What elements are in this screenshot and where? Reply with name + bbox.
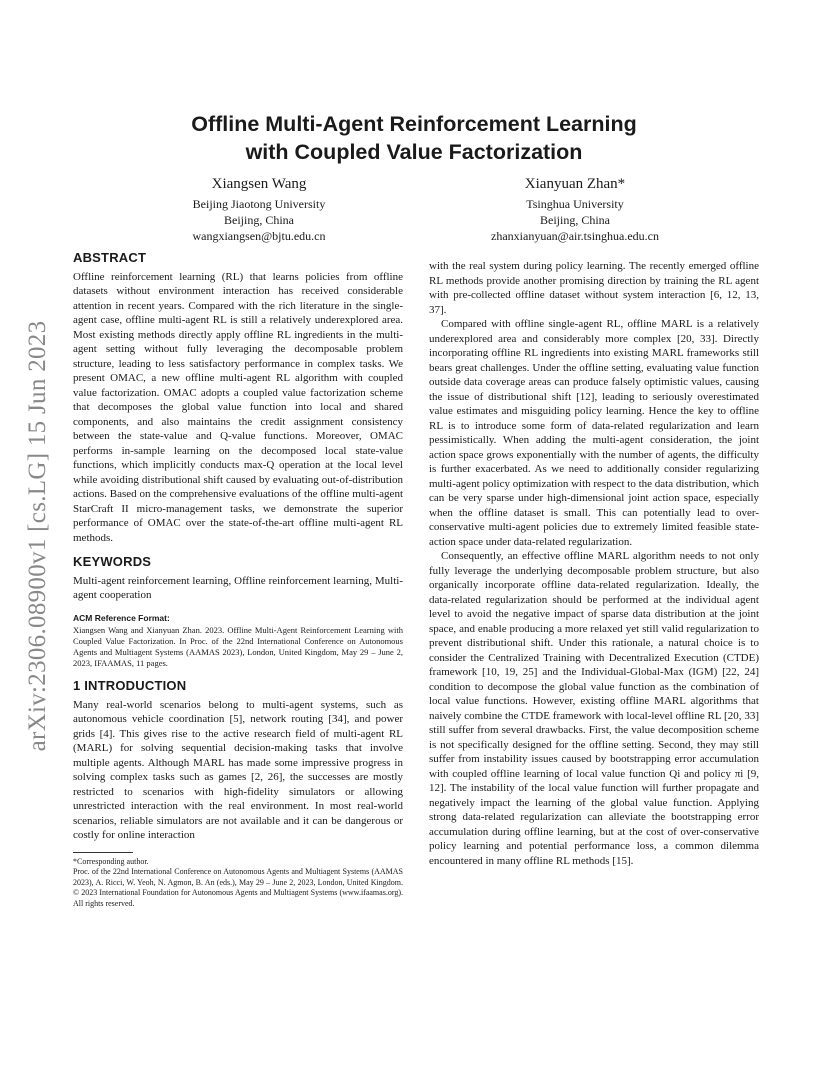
author-location: Beijing, China: [224, 213, 294, 227]
keywords-text: Multi-agent reinforcement learning, Offline reinforcement learning, Multi-agent cooperation: [73, 574, 403, 601]
author-block-2: [435, 175, 715, 244]
author-email: wangxiangsen@bjtu.edu.cn: [192, 229, 326, 243]
acm-reference-text: Xiangsen Wang and Xianyuan Zhan. 2023. Offline Multi-Agent Reinforcement Learning with Coupled Value Factorization. In Proc. of the 22nd International Conference on Autonomous Agents and Multiagent Systems (AAMAS 2023), London, United Kingdom, May 29 – June 2, 2023, IFAAMAS, 11 pages.: [73, 625, 403, 668]
paper-title: [120, 110, 708, 166]
intro-paragraph-continued: with the real system during policy learning. The recently emerged offline RL methods provide another promising direction by training the RL agent with pre-collected offline dataset without system interaction [6, 12, 13, 37].: [429, 260, 759, 316]
keywords-heading: KEYWORDS: [73, 554, 152, 569]
author-location: Beijing, China: [540, 213, 610, 227]
footnote-divider: [73, 852, 133, 853]
footnote: *Corresponding author.: [73, 856, 149, 866]
acm-reference-heading: ACM Reference Format:: [73, 612, 170, 623]
author-name: Xianyuan Zhan*: [524, 176, 626, 192]
abstract-heading: ABSTRACT: [73, 250, 147, 265]
author-block-1: [119, 175, 399, 244]
right-column: [429, 259, 759, 868]
abstract-text: Offline reinforcement learning (RL) that learns policies from offline datasets without environment interaction has received considerable attention in recent years. Compared with the rich literature in the single-agent case, offline multi-agent RL is still a relatively underexplored area. Most existing methods directly apply offline RL ingredients in the multi-agent setting without fully leveraging the decomposable problem structure, leading to less satisfactory performance in complex tasks. We present OMAC, a new offline multi-agent RL algorithm with coupled value factorization. OMAC adopts a coupled value factorization scheme that decomposes the global value function into local and shared components, and also maintains the credit assignment consistency between the state-value and Q-value functions. Moreover, OMAC performs in-sample learning on the decomposed local state-value functions, which implicitly conducts max-Q operation at the local level while avoiding distributional shift caused by evaluating out-of-distribution actions. Based on the comprehensive evaluations of the offline multi-agent StarCraft II micro-management tasks, we demonstrate the superior performance of OMAC over the state-of-the-art offline multi-agent RL methods.: [73, 270, 403, 544]
proceedings-note: Proc. of the 22nd International Conference on Autonomous Agents and Multiagent Systems (AAMAS 2023), A. Ricci, W. Yeoh, N. Agmon, B. An (eds.), May 29 – June 2, 2023, London, United Kingdom. © 2023 International Foundation for Autonomous Agents and Multiagent Systems (www.ifaamas.org). All rights reserved.: [73, 867, 403, 908]
intro-paragraph: Many real-world scenarios belong to multi-agent systems, such as autonomous vehicle coordination [5], network routing [34], and power grids [4]. This gives rise to the active research field of multi-agent RL (MARL) for solving sequential decision-making tasks that involve multiple agents. Although MARL has made some impressive progress in solving complex tasks such as games [2, 26], the successes are mostly restricted to scenarios with high-fidelity simulators or allowing unrestricted interaction with the real environment. In most real-world scenarios, reliable simulators are not available and it can be dangerous or costly for online interaction: [73, 698, 403, 841]
title-line-1: Offline Multi-Agent Reinforcement Learning: [191, 112, 637, 136]
arxiv-identifier: arXiv:2306.08900v1 [cs.LG] 15 Jun 2023: [24, 320, 51, 752]
author-affiliation: Tsinghua University: [526, 197, 624, 211]
title-line-2: with Coupled Value Factorization: [245, 140, 583, 164]
author-email: zhanxianyuan@air.tsinghua.edu.cn: [491, 229, 659, 243]
intro-paragraph: Compared with offline single-agent RL, offline MARL is a relatively underexplored area and considerably more complex [20, 33]. Directly incorporating offline RL ingredients into existing MARL frameworks still bears great challenges. Under the offline setting, evaluating value function outside data coverage areas can produce falsely optimistic values, causing the issue of distributional shift [12], leading to seriously overestimated value estimates and misguiding policy learning. Hence the key to offline RL is to introduce some form of data-related regularization and learn pessimistically. When adding the multi-agent consideration, the joint action space grows exponentially with the number of agents, the difficulty is further exacerbated. As we need to additionally consider regularizing multi-agent policy optimization with respect to the data distribution, which can be very sparse under high-dimensional joint action space, especially when the offline dataset is small. This can potentially lead to over-conservative multi-agent policies due to extremely limited feasible state-action space under data-related regularization.: [429, 318, 759, 548]
intro-paragraph: Consequently, an effective offline MARL algorithm needs to not only fully leverage the underlying decomposable problem structure, but also organically incorporate offline data-related regularization. Ideally, the data-related regularization should be performed at the individual agent level to avoid the negative impact of sparse data distribution at the joint space, and enable producing a more relaxed yet still valid regularization to prevent distributional shift. Under this rationale, a natural choice is to consider the Centralized Training with Decentralized Execution (CTDE) framework [10, 19, 25] and the Individual-Global-Max (IGM) [22, 24] condition to decompose the global value function as the combination of local value functions. However, existing offline MARL algorithms that naively combine the CTDE framework with local-level offline RL [20, 33] still suffer from several drawbacks. First, the value decomposition scheme is not specifically designed for the offline setting. Second, they may still suffer from instability issues caused by bootstrapping error accumulation with coupled offline learning of local value function Qi and policy πi [9, 12]. The instability of the local value function will further propagate and negatively impact the learning of the global value function. Applying strong data-related regularization can alleviate the bootstrapping error accumulation during offline learning, but at the cost of over-conservative policy learning and potential performance loss, a common dilemma encountered in many offline RL methods [15].: [429, 550, 759, 867]
author-affiliation: Beijing Jiaotong University: [192, 197, 326, 211]
left-column: [73, 251, 403, 909]
introduction-heading: 1 INTRODUCTION: [73, 678, 187, 693]
author-name: Xiangsen Wang: [211, 176, 307, 192]
